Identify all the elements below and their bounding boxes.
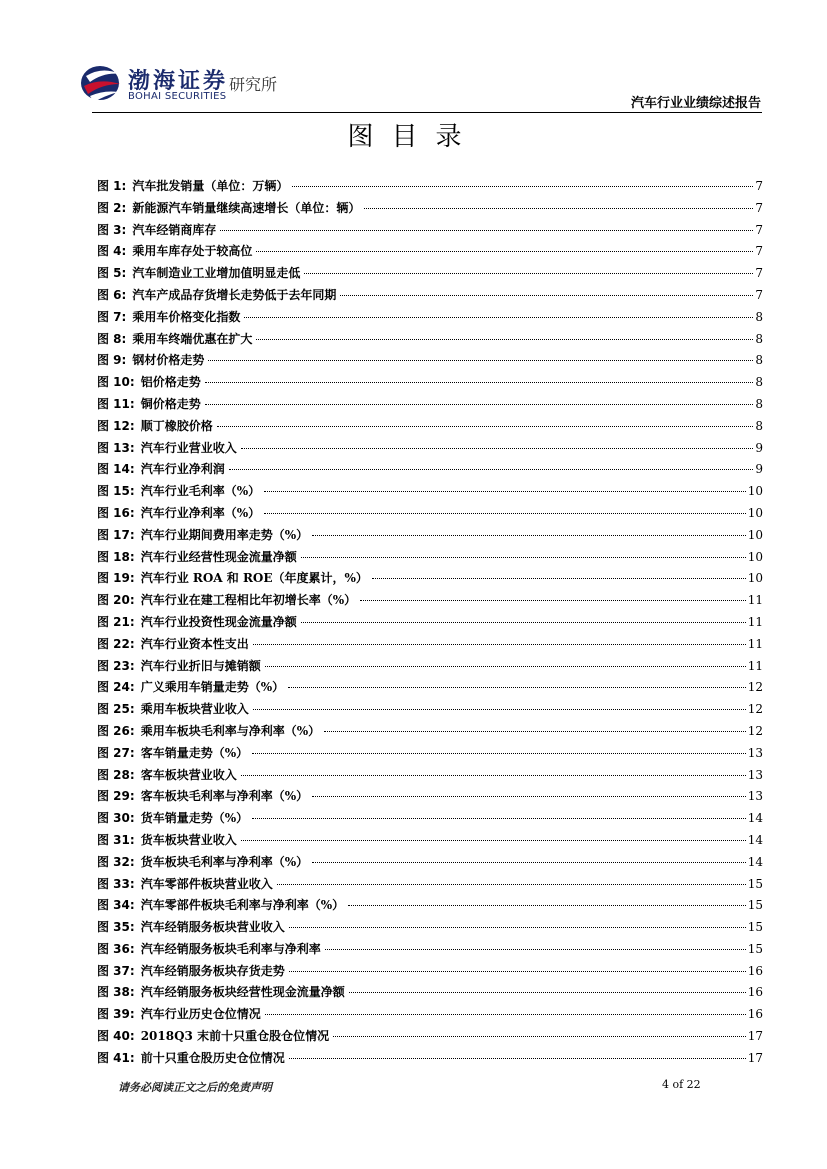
toc-entry-title: 汽车零部件板块毛利率与净利率（%） [140, 898, 345, 913]
toc-entry-page: 16 [747, 963, 763, 978]
toc-entry-page: 10 [747, 549, 763, 564]
toc-entry-title: 汽车经销服务板块营业收入 [140, 920, 285, 935]
toc-entry-title: 汽车经销商库存 [132, 222, 217, 237]
toc-entry[interactable] [97, 786, 763, 808]
toc-entry-title: 汽车行业折旧与摊销额 [140, 658, 261, 673]
toc-entry[interactable] [97, 176, 763, 198]
toc-entry-title: 汽车行业毛利率（%） [140, 484, 261, 499]
toc-entry-page: 8 [755, 396, 763, 411]
toc-leader-dots [256, 251, 753, 252]
toc-entry-title: 汽车产成品存货增长走势低于去年同期 [132, 287, 337, 302]
toc-leader-dots [205, 404, 754, 405]
toc-entry-number: 图 8: [97, 331, 127, 346]
toc-entry-title: 客车板块毛利率与净利率（%） [140, 789, 309, 804]
toc-entry-title: 客车销量走势（%） [140, 745, 249, 760]
toc-entry-title: 货车板块毛利率与净利率（%） [140, 854, 309, 869]
toc-entry-number: 图 7: [97, 309, 127, 324]
toc-entry-page: 15 [747, 920, 763, 935]
toc-entry-number: 图 32: [97, 854, 135, 869]
toc-entry[interactable] [97, 263, 763, 285]
toc-entry[interactable] [97, 241, 763, 263]
toc-entry-title: 顺丁橡胶价格 [140, 418, 213, 433]
toc-entry-title: 汽车批发销量（单位：万辆） [132, 179, 289, 193]
toc-entry-title: 货车销量走势（%） [140, 811, 249, 826]
toc-entry-title: 乘用车库存处于较高位 [132, 244, 253, 259]
toc-entry-number: 图 26: [97, 723, 135, 738]
toc-entry[interactable] [97, 547, 763, 569]
brand-name-en: BOHAI SECURITIES [128, 91, 227, 102]
toc-entry-number: 图 34: [97, 898, 135, 913]
toc-entry[interactable] [97, 372, 763, 394]
toc-entry-number: 图 40: [97, 1029, 135, 1044]
toc-leader-dots [229, 469, 754, 470]
toc-entry-number: 图 3: [97, 222, 127, 237]
toc-entry-number: 图 9: [97, 353, 127, 368]
toc-entry-page: 12 [747, 680, 763, 695]
toc-entry-page: 8 [755, 309, 763, 324]
toc-entry-title: 汽车行业 ROA 和 ROE（年度累计，%） [140, 571, 368, 586]
toc-entry-title: 汽车经销服务板块毛利率与净利率 [140, 941, 321, 956]
toc-leader-dots [252, 818, 746, 819]
toc-entry[interactable] [97, 656, 763, 678]
toc-entry-number: 图 24: [97, 680, 135, 695]
toc-entry-number: 图 30: [97, 811, 135, 826]
toc-entry-number: 图 36: [97, 941, 135, 956]
toc-entry-number: 图 4: [97, 244, 127, 259]
toc-entry-number: 图 28: [97, 767, 135, 782]
toc-entry-page: 13 [747, 789, 763, 804]
toc-entry[interactable] [97, 568, 763, 590]
toc-entry-number: 图 5: [97, 266, 127, 281]
toc-leader-dots [253, 644, 746, 645]
footer-page-number: 4 of 22 [662, 1078, 701, 1091]
toc-entry-title: 前十只重仓股历史仓位情况 [140, 1050, 285, 1065]
toc-leader-dots [304, 273, 753, 274]
toc-entry[interactable] [97, 895, 763, 917]
toc-entry-number: 图 11: [97, 396, 135, 411]
toc-leader-dots [348, 905, 746, 906]
bohai-logo-icon [80, 62, 124, 104]
toc-leader-dots [217, 426, 754, 427]
toc-leader-dots [277, 884, 746, 885]
toc-entry-number: 图 13: [97, 440, 135, 455]
toc-entry[interactable] [97, 677, 763, 699]
toc-entry-page: 10 [747, 571, 763, 586]
toc-entry-number: 图 12: [97, 418, 135, 433]
toc-entry-page: 14 [747, 811, 763, 826]
toc-leader-dots [301, 557, 746, 558]
toc-entry-page: 9 [755, 440, 763, 455]
toc-entry[interactable] [97, 830, 763, 852]
toc-entry-number: 图 27: [97, 745, 135, 760]
footer-disclaimer: 请务必阅读正文之后的免责声明 [118, 1081, 272, 1094]
toc-entry-title: 汽车行业净利率（%） [140, 505, 261, 520]
toc-entry-title: 汽车零部件板块营业收入 [140, 876, 273, 891]
toc-entry-page: 11 [747, 658, 763, 673]
toc-leader-dots [364, 208, 753, 209]
toc-entry[interactable] [97, 285, 763, 307]
toc-entry-number: 图 31: [97, 832, 135, 847]
toc-entry-title: 汽车行业资本性支出 [140, 636, 249, 651]
toc-entry-number: 图 21: [97, 614, 135, 629]
toc-entry-title: 铜价格走势 [140, 396, 201, 411]
toc-leader-dots [301, 622, 746, 623]
toc-entry-number: 图 10: [97, 375, 135, 390]
toc-entry-number: 图 16: [97, 505, 135, 520]
toc-entry[interactable] [97, 982, 763, 1004]
figure-toc-list [97, 176, 763, 1070]
toc-entry-number: 图 29: [97, 789, 135, 804]
toc-entry[interactable] [97, 1004, 763, 1026]
toc-leader-dots [265, 1014, 746, 1015]
toc-entry-number: 图 18: [97, 549, 135, 564]
toc-entry-title: 汽车行业净利润 [140, 462, 225, 477]
brand-name-cn: 渤海证券 [128, 68, 229, 94]
toc-entry[interactable] [97, 939, 763, 961]
toc-leader-dots [324, 731, 746, 732]
toc-entry-page: 7 [755, 179, 763, 193]
toc-leader-dots [349, 992, 746, 993]
toc-entry[interactable] [97, 438, 763, 460]
toc-entry-title: 客车板块营业收入 [140, 767, 237, 782]
toc-entry[interactable] [97, 917, 763, 939]
toc-entry-number: 图 14: [97, 462, 135, 477]
toc-leader-dots [241, 840, 746, 841]
toc-entry[interactable] [97, 503, 763, 525]
toc-entry-number: 图 35: [97, 920, 135, 935]
toc-entry-title: 汽车行业期间费用率走势（%） [140, 527, 309, 542]
toc-entry[interactable] [97, 765, 763, 787]
toc-entry-page: 8 [755, 418, 763, 433]
toc-entry-page: 14 [747, 854, 763, 869]
toc-leader-dots [289, 1058, 746, 1059]
toc-leader-dots [264, 513, 746, 514]
toc-leader-dots [292, 186, 753, 187]
toc-entry-page: 7 [755, 287, 763, 302]
report-title: 汽车行业业绩综述报告 [630, 96, 761, 111]
toc-entry[interactable] [97, 329, 763, 351]
toc-entry-title: 乘用车价格变化指数 [132, 309, 241, 324]
toc-leader-dots [220, 230, 753, 231]
toc-leader-dots [325, 949, 746, 950]
toc-entry-number: 图 25: [97, 702, 135, 717]
toc-entry-title: 汽车行业营业收入 [140, 440, 237, 455]
toc-entry-title: 钢材价格走势 [132, 353, 205, 368]
toc-entry-page: 16 [747, 1007, 763, 1022]
toc-entry-title: 汽车制造业工业增加值明显走低 [132, 266, 301, 281]
toc-leader-dots [312, 862, 746, 863]
toc-leader-dots [340, 295, 753, 296]
toc-entry-page: 8 [755, 353, 763, 368]
toc-entry-title: 汽车经销服务板块经营性现金流量净额 [140, 985, 345, 1000]
toc-entry-number: 图 22: [97, 636, 135, 651]
toc-entry-page: 11 [747, 614, 763, 629]
toc-entry-number: 图 15: [97, 484, 135, 499]
toc-entry[interactable] [97, 350, 763, 372]
toc-entry-page: 12 [747, 723, 763, 738]
toc-entry-number: 图 19: [97, 571, 135, 586]
toc-leader-dots [264, 491, 746, 492]
brand-department: 研究所 [229, 75, 278, 94]
toc-entry[interactable] [97, 612, 763, 634]
toc-entry-page: 13 [747, 767, 763, 782]
toc-leader-dots [372, 578, 746, 579]
toc-entry-page: 8 [755, 331, 763, 346]
toc-entry[interactable] [97, 198, 763, 220]
toc-entry-page: 7 [755, 222, 763, 237]
toc-entry-title: 汽车行业在建工程相比年初增长率（%） [140, 593, 357, 608]
toc-entry[interactable] [97, 220, 763, 242]
toc-entry-page: 15 [747, 941, 763, 956]
toc-entry-page: 17 [747, 1029, 763, 1044]
toc-entry-page: 12 [747, 702, 763, 717]
toc-entry-title: 汽车行业经营性现金流量净额 [140, 549, 297, 564]
toc-entry[interactable] [97, 481, 763, 503]
header-divider [92, 112, 762, 113]
toc-leader-dots [289, 927, 746, 928]
toc-entry[interactable] [97, 525, 763, 547]
toc-leader-dots [241, 775, 746, 776]
toc-entry[interactable] [97, 961, 763, 983]
toc-entry-page: 7 [755, 244, 763, 259]
toc-entry-title: 新能源汽车销量继续高速增长（单位：辆） [132, 200, 361, 215]
toc-entry[interactable] [97, 874, 763, 896]
toc-entry-number: 图 38: [97, 985, 135, 1000]
toc-entry[interactable] [97, 590, 763, 612]
toc-entry[interactable] [97, 1026, 763, 1048]
toc-entry-page: 7 [755, 266, 763, 281]
toc-entry[interactable] [97, 394, 763, 416]
toc-entry[interactable] [97, 743, 763, 765]
toc-entry-number: 图 17: [97, 527, 135, 542]
toc-leader-dots [241, 448, 754, 449]
toc-entry[interactable] [97, 634, 763, 656]
toc-entry[interactable] [97, 852, 763, 874]
toc-entry-number: 图 39: [97, 1007, 135, 1022]
toc-entry-page: 14 [747, 832, 763, 847]
toc-entry-title: 汽车行业历史仓位情况 [140, 1007, 261, 1022]
toc-entry-page: 11 [747, 636, 763, 651]
toc-leader-dots [244, 317, 753, 318]
toc-leader-dots [256, 339, 753, 340]
toc-leader-dots [289, 971, 746, 972]
toc-entry-number: 图 41: [97, 1050, 135, 1065]
toc-entry[interactable] [97, 808, 763, 830]
toc-leader-dots [288, 687, 746, 688]
toc-entry-title: 乘用车终端优惠在扩大 [132, 331, 253, 346]
toc-entry-title: 广义乘用车销量走势（%） [140, 680, 285, 695]
toc-entry-page: 17 [747, 1050, 763, 1065]
toc-entry-title: 乘用车板块营业收入 [140, 702, 249, 717]
toc-entry-page: 15 [747, 876, 763, 891]
toc-entry-page: 16 [747, 985, 763, 1000]
toc-entry-title: 汽车行业投资性现金流量净额 [140, 614, 297, 629]
toc-entry-page: 13 [747, 745, 763, 760]
toc-leader-dots [205, 382, 754, 383]
toc-leader-dots [312, 796, 746, 797]
toc-entry-page: 10 [747, 527, 763, 542]
toc-entry[interactable] [97, 416, 763, 438]
toc-entry-page: 8 [755, 375, 763, 390]
page-title: 图目录 [347, 122, 480, 152]
toc-entry[interactable] [97, 459, 763, 481]
toc-entry-page: 15 [747, 898, 763, 913]
toc-leader-dots [333, 1036, 746, 1037]
toc-entry-number: 图 23: [97, 658, 135, 673]
page-header [0, 0, 827, 118]
toc-entry-title: 汽车经销服务板块存货走势 [140, 963, 285, 978]
toc-leader-dots [252, 753, 746, 754]
toc-leader-dots [312, 535, 746, 536]
toc-entry[interactable] [97, 307, 763, 329]
toc-entry-number: 图 37: [97, 963, 135, 978]
toc-entry-page: 10 [747, 505, 763, 520]
toc-leader-dots [253, 709, 746, 710]
toc-entry-title: 货车板块营业收入 [140, 832, 237, 847]
toc-entry-page: 11 [747, 593, 763, 608]
toc-entry-number: 图 2: [97, 200, 127, 215]
toc-entry-title: 铝价格走势 [140, 375, 201, 390]
toc-entry-page: 7 [755, 200, 763, 215]
toc-entry-title: 2018Q3 末前十只重仓股仓位情况 [140, 1029, 330, 1044]
toc-entry-page: 9 [755, 462, 763, 477]
toc-entry[interactable] [97, 699, 763, 721]
toc-leader-dots [265, 666, 746, 667]
toc-entry-title: 乘用车板块毛利率与净利率（%） [140, 723, 321, 738]
toc-leader-dots [208, 360, 753, 361]
toc-entry-number: 图 20: [97, 593, 135, 608]
toc-entry-number: 图 1: [97, 179, 127, 193]
toc-entry[interactable] [97, 1048, 763, 1070]
toc-entry[interactable] [97, 721, 763, 743]
toc-entry-number: 图 6: [97, 287, 127, 302]
toc-entry-number: 图 33: [97, 876, 135, 891]
toc-entry-page: 10 [747, 484, 763, 499]
toc-leader-dots [360, 600, 746, 601]
